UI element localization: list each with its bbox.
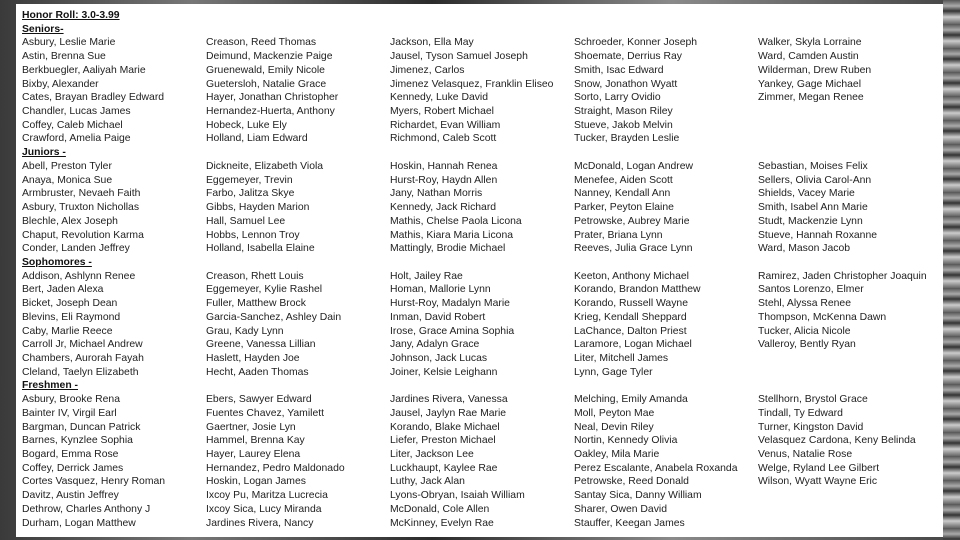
section-heading: Seniors- (22, 23, 64, 35)
student-name: Berkbuegler, Aaliyah Marie (22, 64, 146, 76)
empty-cell (758, 119, 942, 133)
student-name: Sellers, Olivia Carol-Ann (758, 174, 872, 186)
student-name: Keeton, Anthony Michael (574, 270, 689, 282)
name-row (22, 462, 942, 476)
student-name: Bargman, Duncan Patrick (22, 421, 141, 433)
student-name: Straight, Mason Riley (574, 106, 673, 118)
student-name: Inman, David Robert (390, 311, 486, 323)
student-name: Holland, Isabella Elaine (206, 243, 315, 255)
student-name: Sorto, Larry Ovidio (574, 92, 661, 104)
student-name: Fuller, Matthew Brock (206, 298, 306, 310)
student-name: Hecht, Aaden Thomas (206, 366, 309, 378)
name-row (22, 434, 942, 448)
empty-cell (758, 489, 942, 503)
name-row (22, 352, 942, 366)
student-name: Ixcoy Pu, Maritza Lucrecia (206, 490, 328, 502)
honor-roll-document (16, 4, 943, 537)
student-name: Coffey, Derrick James (22, 462, 124, 474)
student-name: Smith, Isac Edward (574, 64, 664, 76)
student-name: Parker, Peyton Elaine (574, 202, 674, 214)
empty-cell (758, 503, 942, 517)
student-name: Dethrow, Charles Anthony J (22, 503, 151, 515)
student-name: Grau, Kady Lynn (206, 325, 284, 337)
document-title: Honor Roll: 3.0-3.99 (22, 10, 120, 21)
student-name: Neal, Devin Riley (574, 421, 654, 433)
student-name: Chambers, Aurorah Fayah (22, 352, 144, 364)
student-name: Jackson, Ella May (390, 37, 474, 49)
student-name: Santay Sica, Danny William (574, 490, 702, 502)
student-name: Gruenewald, Emily Nicole (206, 64, 325, 76)
student-name: Mathis, Kiara Maria Licona (390, 229, 514, 241)
student-name: Shoemate, Derrius Ray (574, 51, 682, 63)
empty-cell (758, 132, 942, 146)
student-name: Ward, Mason Jacob (758, 243, 851, 255)
student-name: Welge, Ryland Lee Gilbert (758, 462, 880, 474)
name-row (22, 160, 942, 174)
student-name: Sebastian, Moises Felix (758, 160, 868, 172)
student-name: Petrowske, Aubrey Marie (574, 215, 690, 227)
student-name: Hoskin, Hannah Renea (390, 160, 498, 172)
name-row (22, 338, 942, 352)
student-name: Guetersloh, Natalie Grace (206, 78, 327, 90)
student-name: Deimund, Mackenzie Paige (206, 51, 333, 63)
student-name: Hernandez, Pedro Maldonado (206, 462, 345, 474)
student-name: Jany, Nathan Morris (390, 188, 483, 200)
background-photo (943, 0, 960, 540)
name-row (22, 407, 942, 421)
student-name: Asbury, Leslie Marie (22, 37, 116, 49)
name-row (22, 201, 942, 215)
student-name: Astin, Brenna Sue (22, 51, 106, 63)
student-name: Lynn, Gage Tyler (574, 366, 653, 378)
student-name: Stueve, Jakob Melvin (574, 119, 673, 131)
student-name: McDonald, Logan Andrew (574, 160, 693, 172)
student-name: Joiner, Kelsie Leighann (390, 366, 498, 378)
student-name: Sharer, Owen David (574, 503, 667, 515)
student-name: Stauffer, Keegan James (574, 517, 685, 529)
student-name: Creason, Reed Thomas (206, 37, 317, 49)
student-name: Eggemeyer, Trevin (206, 174, 293, 186)
student-name: Davitz, Austin Jeffrey (22, 490, 119, 502)
student-name: Barnes, Kynzlee Sophia (22, 435, 133, 447)
student-name: Homan, Mallorie Lynn (390, 284, 491, 296)
student-name: Nanney, Kendall Ann (574, 188, 671, 200)
student-name: Carroll Jr, Michael Andrew (22, 339, 143, 351)
student-name: Holland, Liam Edward (206, 133, 308, 145)
name-row (22, 311, 942, 325)
student-name: Holt, Jailey Rae (390, 270, 463, 282)
student-name: Greene, Vanessa Lillian (206, 339, 316, 351)
student-name: Asbury, Brooke Rena (22, 394, 120, 406)
student-name: Stellhorn, Brystol Grace (758, 394, 868, 406)
name-row (22, 517, 942, 531)
name-row (22, 91, 942, 105)
name-row (22, 489, 942, 503)
student-name: Richmond, Caleb Scott (390, 133, 497, 145)
student-name: Walker, Skyla Lorraine (758, 37, 862, 49)
empty-cell (758, 366, 942, 380)
student-name: Yankey, Gage Michael (758, 78, 861, 90)
student-name: Jausel, Jaylyn Rae Marie (390, 407, 507, 419)
student-name: Cleland, Taelyn Elizabeth (22, 366, 139, 378)
name-row (22, 64, 942, 78)
name-row (22, 325, 942, 339)
student-name: Conder, Landen Jeffrey (22, 243, 130, 255)
student-name: Turner, Kingston David (758, 421, 864, 433)
student-name: Hayer, Jonathan Christopher (206, 92, 339, 104)
student-name: Chandler, Lucas James (22, 106, 131, 118)
student-name: Addison, Ashlynn Renee (22, 270, 136, 282)
student-name: Hoskin, Logan James (206, 476, 306, 488)
student-name: Abell, Preston Tyler (22, 160, 112, 172)
student-name: Chaput, Revolution Karma (22, 229, 144, 241)
name-row (22, 475, 942, 489)
student-name: Garcia-Sanchez, Ashley Dain (206, 311, 342, 323)
student-name: Jany, Adalyn Grace (390, 339, 480, 351)
student-name: Hobbs, Lennon Troy (206, 229, 300, 241)
student-name: Asbury, Truxton Nichollas (22, 202, 140, 214)
student-name: Myers, Robert Michael (390, 106, 494, 118)
name-row (22, 229, 942, 243)
student-name: Krieg, Kendall Sheppard (574, 311, 687, 323)
student-name: Hall, Samuel Lee (206, 215, 286, 227)
student-name: Tindall, Ty Edward (758, 407, 843, 419)
student-name: Jimenez Velasquez, Franklin Eliseo (390, 78, 554, 90)
student-name: Zimmer, Megan Renee (758, 92, 864, 104)
student-name: Anaya, Monica Sue (22, 174, 113, 186)
student-name: Hurst-Roy, Haydn Allen (390, 174, 498, 186)
student-name: Caby, Marlie Reece (22, 325, 113, 337)
student-name: Haslett, Hayden Joe (206, 352, 300, 364)
student-name: Hurst-Roy, Madalyn Marie (390, 298, 510, 310)
student-name: Laramore, Logan Michael (574, 339, 692, 351)
student-name: Irose, Grace Amina Sophia (390, 325, 515, 337)
name-row (22, 448, 942, 462)
student-name: Creason, Rhett Louis (206, 270, 304, 282)
student-name: Cates, Brayan Bradley Edward (22, 92, 165, 104)
student-name: Tucker, Alicia Nicole (758, 325, 851, 337)
student-name: Perez Escalante, Anabela Roxanda (574, 462, 738, 474)
name-row (22, 36, 942, 50)
student-name: Venus, Natalie Rose (758, 449, 853, 460)
name-row (22, 187, 942, 201)
name-row (22, 503, 942, 517)
student-name: Stueve, Hannah Roxanne (758, 229, 878, 241)
student-name: Liefer, Preston Michael (390, 435, 496, 447)
name-row (22, 119, 942, 133)
empty-cell (758, 105, 942, 119)
student-name: McKinney, Evelyn Rae (390, 517, 494, 529)
student-name: Wilderman, Drew Ruben (758, 64, 872, 76)
student-name: Kennedy, Jack Richard (390, 202, 497, 214)
student-name: Cortes Vasquez, Henry Roman (22, 476, 166, 488)
student-name: Liter, Jackson Lee (390, 449, 474, 460)
student-name: Ward, Camden Austin (758, 51, 859, 63)
student-name: Studt, Mackenzie Lynn (758, 215, 863, 227)
student-name: Crawford, Amelia Paige (22, 133, 131, 145)
student-name: Petrowske, Reed Donald (574, 476, 689, 488)
student-name: Hobeck, Luke Ely (206, 119, 287, 131)
student-name: Eggemeyer, Kylie Rashel (206, 284, 323, 296)
student-name: Bogard, Emma Rose (22, 449, 119, 460)
student-name: Bert, Jaden Alexa (22, 284, 104, 296)
student-name: Korando, Blake Michael (390, 421, 500, 433)
student-name: Santos Lorenzo, Elmer (758, 284, 864, 296)
name-row (22, 366, 942, 380)
student-name: Ramirez, Jaden Christopher Joaquin (758, 270, 927, 282)
student-name: Wilson, Wyatt Wayne Eric (758, 476, 878, 488)
name-row (22, 393, 942, 407)
student-name: Nortin, Kennedy Olivia (574, 435, 678, 447)
name-row (22, 78, 942, 92)
student-name: Mattingly, Brodie Michael (390, 243, 506, 255)
empty-cell (758, 517, 942, 531)
student-name: Jardines Rivera, Nancy (206, 517, 314, 529)
student-name: Kennedy, Luke David (390, 92, 489, 104)
student-name: Snow, Jonathon Wyatt (574, 78, 678, 90)
student-name: Bainter IV, Virgil Earl (22, 407, 117, 419)
student-name: Jimenez, Carlos (390, 64, 465, 76)
student-name: Thompson, McKenna Dawn (758, 311, 887, 323)
student-name: Dickneite, Elizabeth Viola (206, 160, 324, 172)
section-heading: Juniors - (22, 147, 66, 159)
student-name: Hayer, Laurey Elena (206, 449, 301, 460)
student-name: Korando, Brandon Matthew (574, 284, 701, 296)
student-name: Johnson, Jack Lucas (390, 352, 488, 364)
student-name: Prater, Briana Lynn (574, 229, 663, 241)
section-heading: Sophomores - (22, 256, 92, 268)
student-name: Armbruster, Nevaeh Faith (22, 188, 141, 200)
name-row (22, 215, 942, 229)
name-row (22, 174, 942, 188)
student-name: Valleroy, Bently Ryan (758, 339, 856, 351)
name-row (22, 132, 942, 146)
student-name: Reeves, Julia Grace Lynn (574, 243, 693, 255)
name-row (22, 297, 942, 311)
student-name: Moll, Peyton Mae (574, 407, 655, 419)
student-name: Mathis, Chelse Paola Licona (390, 215, 522, 227)
student-name: Richardet, Evan William (390, 119, 501, 131)
student-name: Schroeder, Konner Joseph (574, 37, 698, 49)
empty-cell (758, 352, 942, 366)
student-name: Gaertner, Josie Lyn (206, 421, 296, 433)
student-name: Tucker, Brayden Leslie (574, 133, 680, 145)
student-name: Oakley, Mila Marie (574, 449, 660, 460)
honor-roll-list (22, 9, 942, 530)
student-name: Menefee, Aiden Scott (574, 174, 673, 186)
student-name: Smith, Isabel Ann Marie (758, 202, 868, 214)
student-name: LaChance, Dalton Priest (574, 325, 687, 337)
student-name: Jardines Rivera, Vanessa (390, 394, 508, 406)
student-name: Melching, Emily Amanda (574, 394, 688, 406)
student-name: Lyons-Obryan, Isaiah William (390, 490, 525, 502)
student-name: Korando, Russell Wayne (574, 298, 688, 310)
student-name: Jausel, Tyson Samuel Joseph (390, 51, 528, 63)
student-name: McDonald, Cole Allen (390, 503, 490, 515)
student-name: Gibbs, Hayden Marion (206, 202, 310, 214)
student-name: Velasquez Cardona, Keny Belinda (758, 435, 916, 447)
student-name: Durham, Logan Matthew (22, 517, 136, 529)
student-name: Bixby, Alexander (22, 78, 99, 90)
student-name: Luckhaupt, Kaylee Rae (390, 462, 498, 474)
student-name: Hernandez-Huerta, Anthony (206, 106, 335, 118)
student-name: Ebers, Sawyer Edward (206, 394, 312, 406)
student-name: Farbo, Jalitza Skye (206, 188, 295, 200)
name-row (22, 421, 942, 435)
student-name: Ixcoy Sica, Lucy Miranda (206, 503, 322, 515)
name-row (22, 242, 942, 256)
name-row (22, 105, 942, 119)
name-row (22, 270, 942, 284)
student-name: Stehl, Alyssa Renee (758, 298, 851, 310)
section-heading: Freshmen - (22, 380, 79, 392)
name-row (22, 283, 942, 297)
student-name: Shields, Vacey Marie (758, 188, 855, 200)
student-name: Blechle, Alex Joseph (22, 215, 118, 227)
student-name: Blevins, Eli Raymond (22, 311, 121, 323)
student-name: Coffey, Caleb Michael (22, 119, 123, 131)
student-name: Fuentes Chavez, Yamilett (206, 407, 325, 419)
student-name: Hammel, Brenna Kay (206, 435, 305, 447)
student-name: Bicket, Joseph Dean (22, 298, 118, 310)
student-name: Luthy, Jack Alan (390, 476, 465, 488)
student-name: Liter, Mitchell James (574, 352, 669, 364)
name-row (22, 50, 942, 64)
